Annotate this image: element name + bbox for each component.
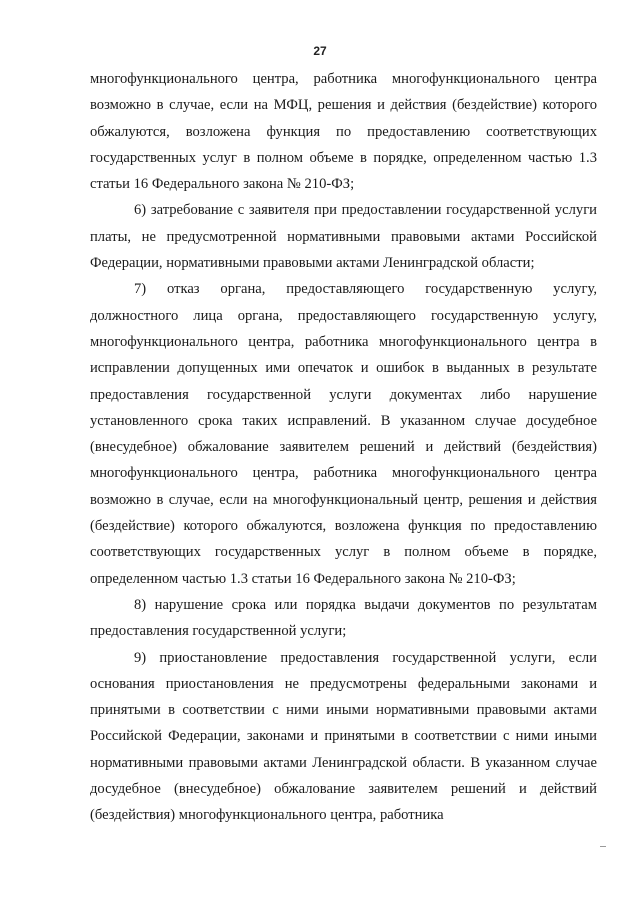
paragraph-item-9: 9) приостановление предоставления государственной услуги, если основания приостановления не предусмотрены федеральными законами и принятыми в соответствии с ними иными нормативными правовыми актами Российской Федерации, законами и принятыми в соответствии с ними иными нормативными правовыми актами Ленинградской области. В указанном случае досудебное (внесудебное) обжалование заявителем решений и действий (бездействия) многофункционального центра, работника: [90, 649, 597, 824]
paragraph-continuation: многофункционального центра, работника многофункционального центра возможно в случае, если на МФЦ, решения и действия (бездействие) которого обжалуются, возложена функция по предоставлению соответствующих государственных услуг в полном объеме в порядке, определенном частью 1.3 статьи 16 Федерального закона № 210-ФЗ;: [90, 71, 597, 193]
paragraph-item-6: 6) затребование с заявителя при предоставлении государственной услуги платы, не предусмотренной нормативными правовыми актами Российской Федерации, нормативными правовыми актами Ленинградской области;: [90, 202, 597, 272]
scan-artifact: [600, 846, 606, 847]
paragraph-item-7: 7) отказ органа, предоставляющего государственную услугу, должностного лица органа, предоставляющего государственную услугу, многофункционального центра, работника многофункционального центра в исправлении допущенных ими опечаток и ошибок в выданных в результате предоставления государственной услуги документах либо нарушение установленного срока таких исправлений. В указанном случае досудебное (внесудебное) обжалование заявителем решений и действий (бездействия) многофункционального центра, работника многофункционального центра возможно в случае, если на многофункциональный центр, решения и действия (бездействие) которого обжалуются, возложена функция по предоставлению соответствующих государственных услуг в полном объеме в порядке, определенном частью 1.3 статьи 16 Федерального закона № 210-ФЗ;: [90, 281, 597, 587]
page-number: 27: [313, 44, 327, 58]
document-body: [90, 66, 597, 829]
paragraph-item-8: 8) нарушение срока или порядка выдачи документов по результатам предоставления государственной услуги;: [90, 596, 597, 640]
